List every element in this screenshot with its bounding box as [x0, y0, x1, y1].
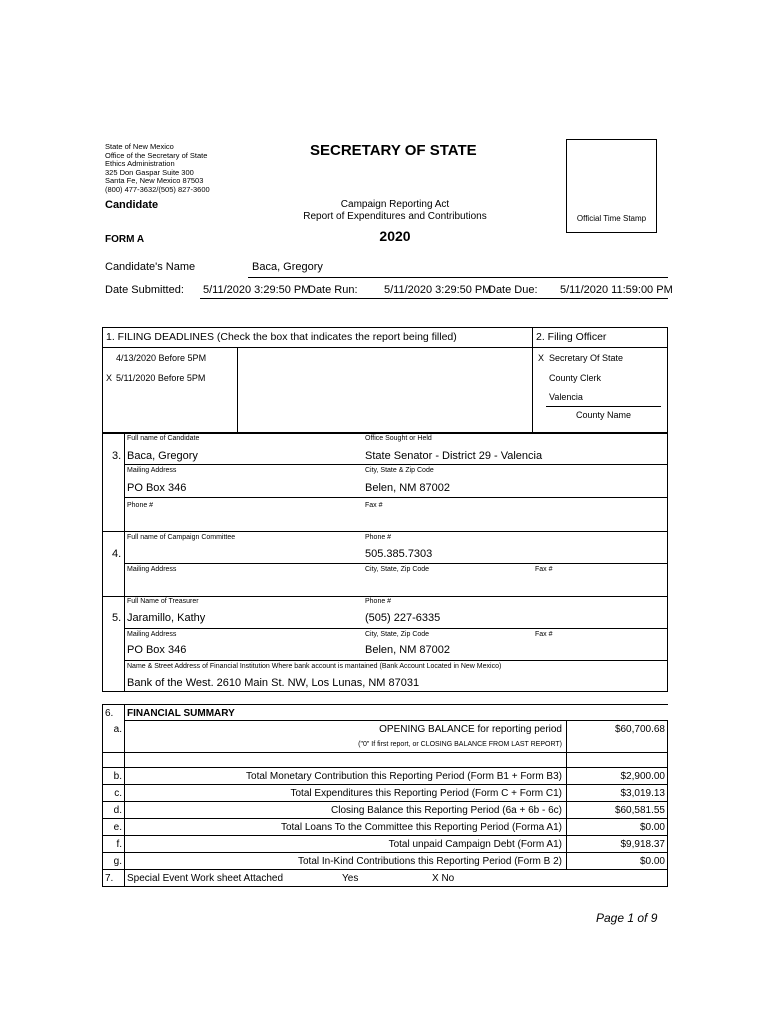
county-label: County Name — [576, 410, 632, 420]
divider — [102, 835, 668, 836]
candidate-city-value: Belen, NM 87002 — [365, 482, 450, 494]
officer-option-2: County Clerk — [549, 373, 602, 383]
treasurer-city-value: Belen, NM 87002 — [365, 644, 450, 656]
opening-balance-label: OPENING BALANCE for reporting period — [379, 724, 562, 735]
bank-value: Bank of the West. 2610 Main St. NW, Los Lunas, NM 87031 — [127, 677, 420, 689]
summary-row-letter: d. — [113, 805, 122, 816]
candidate-fax-label: Fax # — [365, 502, 383, 509]
divider — [102, 852, 668, 853]
opening-balance-note: ("0" If first report, or CLOSING BALANCE FROM LAST REPORT) — [358, 741, 562, 748]
divider — [102, 704, 103, 887]
divider — [102, 801, 668, 802]
date-submitted-value: 5/11/2020 3:29:50 PM — [203, 284, 311, 296]
divider — [124, 704, 125, 887]
summary-row-letter: c. — [114, 788, 122, 799]
candidate-heading: Candidate — [105, 199, 159, 211]
section-3-number: 3. — [112, 450, 122, 462]
summary-row-label: Total Monetary Contribution this Reporting Period (Form B1 + Form B3) — [246, 771, 562, 782]
special-event-yes: Yes — [342, 873, 359, 884]
summary-row-letter: f. — [116, 839, 122, 850]
summary-row-label: Total unpaid Campaign Debt (Form A1) — [388, 839, 562, 850]
summary-row-label: Total Loans To the Committee this Reporting Period (Forma A1) — [280, 822, 562, 833]
official-time-stamp-box — [566, 139, 657, 233]
divider — [102, 704, 668, 705]
filing-deadlines-header: 1. FILING DEADLINES (Check the box that indicates the report being filled) — [106, 331, 457, 343]
financial-summary-title: FINANCIAL SUMMARY — [127, 708, 235, 719]
date-run-label: Date Run: — [308, 284, 358, 296]
date-due-value: 5/11/2020 11:59:00 PM — [560, 284, 673, 296]
committee-phone-value: 505.385.7303 — [365, 548, 433, 560]
section-5-number: 5. — [112, 612, 122, 624]
candidate-full-name-label: Full name of Candidate — [127, 435, 200, 442]
treasurer-mailing-label: Mailing Address — [127, 631, 177, 638]
divider — [200, 298, 668, 299]
special-event-label: Special Event Work sheet Attached — [127, 873, 284, 884]
divider — [248, 277, 668, 278]
divider — [102, 596, 668, 597]
divider — [532, 327, 533, 433]
summary-row-label: Total In-Kind Contributions this Reporting Period (Form B 2) — [297, 856, 562, 867]
divider — [102, 784, 668, 785]
summary-row-value: $9,918.37 — [620, 839, 665, 850]
officer-1-check: X — [538, 353, 545, 363]
treasurer-mailing-value: PO Box 346 — [127, 644, 187, 656]
divider — [102, 767, 668, 768]
date-submitted-label: Date Submitted: — [105, 284, 184, 296]
summary-row-value: $0.00 — [639, 822, 665, 833]
deadline-option-2: 5/11/2020 Before 5PM — [116, 373, 206, 383]
agency-line: 325 Don Gaspar Suite 300 — [105, 167, 194, 177]
agency-line: Ethics Administration — [105, 159, 175, 168]
section-4-number: 4. — [112, 548, 122, 560]
agency-address — [105, 143, 210, 194]
stamp-label: Official Time Stamp — [576, 214, 647, 223]
agency-line: State of New Mexico — [105, 142, 174, 151]
divider — [124, 628, 668, 629]
summary-row-letter: b. — [113, 771, 122, 782]
candidate-mailing-value: PO Box 346 — [127, 482, 187, 494]
deadline-2-check: X — [106, 373, 113, 383]
page-number: Page 1 of 9 — [596, 911, 658, 925]
divider — [102, 869, 668, 870]
divider — [102, 818, 668, 819]
divider — [667, 720, 668, 887]
divider — [124, 497, 668, 498]
candidate-name-label: Candidate's Name — [105, 261, 196, 273]
officer-option-1: Secretary Of State — [549, 353, 624, 363]
treasurer-fax-label: Fax # — [535, 631, 553, 638]
page-title: SECRETARY OF STATE — [310, 142, 477, 159]
divider — [124, 464, 668, 465]
treasurer-name-value: Jaramillo, Kathy — [127, 612, 206, 624]
divider — [102, 886, 668, 887]
summary-row-label: Total Expenditures this Reporting Period (Form C + Form C1) — [290, 788, 562, 799]
treasurer-name-label: Full Name of Treasurer — [127, 598, 199, 605]
date-due-label: Date Due: — [488, 284, 538, 296]
candidate-mailing-label: Mailing Address — [127, 467, 177, 474]
treasurer-city-label: City, State, Zip Code — [365, 631, 430, 638]
filing-officer-header: 2. Filing Officer — [536, 331, 607, 343]
agency-line: Office of the Secretary of State — [105, 150, 208, 160]
row-a-letter: a. — [113, 724, 122, 735]
bank-label: Name & Street Address of Financial Institution Where bank account is mantained (Bank Account Located in New Mexico) — [127, 663, 502, 670]
summary-row-value: $60,581.55 — [614, 805, 665, 816]
divider — [102, 531, 668, 532]
committee-fax-label: Fax # — [535, 566, 553, 573]
opening-balance-value: $60,700.68 — [614, 724, 665, 735]
summary-row-letter: e. — [113, 822, 122, 833]
divider — [102, 347, 668, 348]
divider — [102, 752, 668, 753]
special-event-no: X No — [432, 873, 455, 884]
committee-city-label: City, State, Zip Code — [365, 566, 430, 573]
committee-mailing-label: Mailing Address — [127, 566, 177, 573]
divider — [237, 347, 238, 433]
date-run-value: 5/11/2020 3:29:50 PM — [384, 284, 492, 296]
deadline-option-1: 4/13/2020 Before 5PM — [116, 353, 207, 363]
candidate-phone-label: Phone # — [127, 502, 154, 509]
candidate-city-label: City, State & Zip Code — [365, 467, 434, 474]
committee-phone-label: Phone # — [365, 534, 392, 541]
candidate-name-value: Baca, Gregory — [252, 261, 323, 273]
agency-line: (800) 477-3632/(505) 827-3600 — [105, 184, 210, 194]
act-line-2: Report of Expenditures and Contributions — [303, 211, 487, 222]
section-6-number: 6. — [105, 708, 114, 719]
form-label: FORM A — [105, 234, 145, 245]
office-sought-label: Office Sought or Held — [365, 435, 432, 442]
agency-line: Santa Fe, New Mexico 87503 — [105, 176, 204, 185]
section-7-number: 7. — [105, 873, 114, 884]
act-line-1: Campaign Reporting Act — [340, 199, 450, 210]
treasurer-phone-value: (505) 227-6335 — [365, 612, 441, 624]
report-year: 2020 — [379, 228, 411, 244]
summary-row-label: Closing Balance this Reporting Period (6a + 6b - 6c) — [331, 805, 562, 816]
treasurer-phone-label: Phone # — [365, 598, 392, 605]
office-sought-value: State Senator - District 29 - Valencia — [365, 450, 543, 462]
summary-row-letter: g. — [113, 856, 122, 867]
summary-row-value: $0.00 — [639, 856, 665, 867]
divider — [124, 563, 668, 564]
summary-row-value: $2,900.00 — [620, 771, 665, 782]
divider — [124, 720, 668, 721]
divider — [566, 720, 567, 870]
summary-row-value: $3,019.13 — [620, 788, 665, 799]
divider — [546, 406, 661, 407]
county-value: Valencia — [549, 392, 583, 402]
candidate-full-name-value: Baca, Gregory — [127, 450, 198, 462]
committee-name-label: Full name of Campaign Committee — [127, 534, 236, 541]
divider — [124, 660, 668, 661]
